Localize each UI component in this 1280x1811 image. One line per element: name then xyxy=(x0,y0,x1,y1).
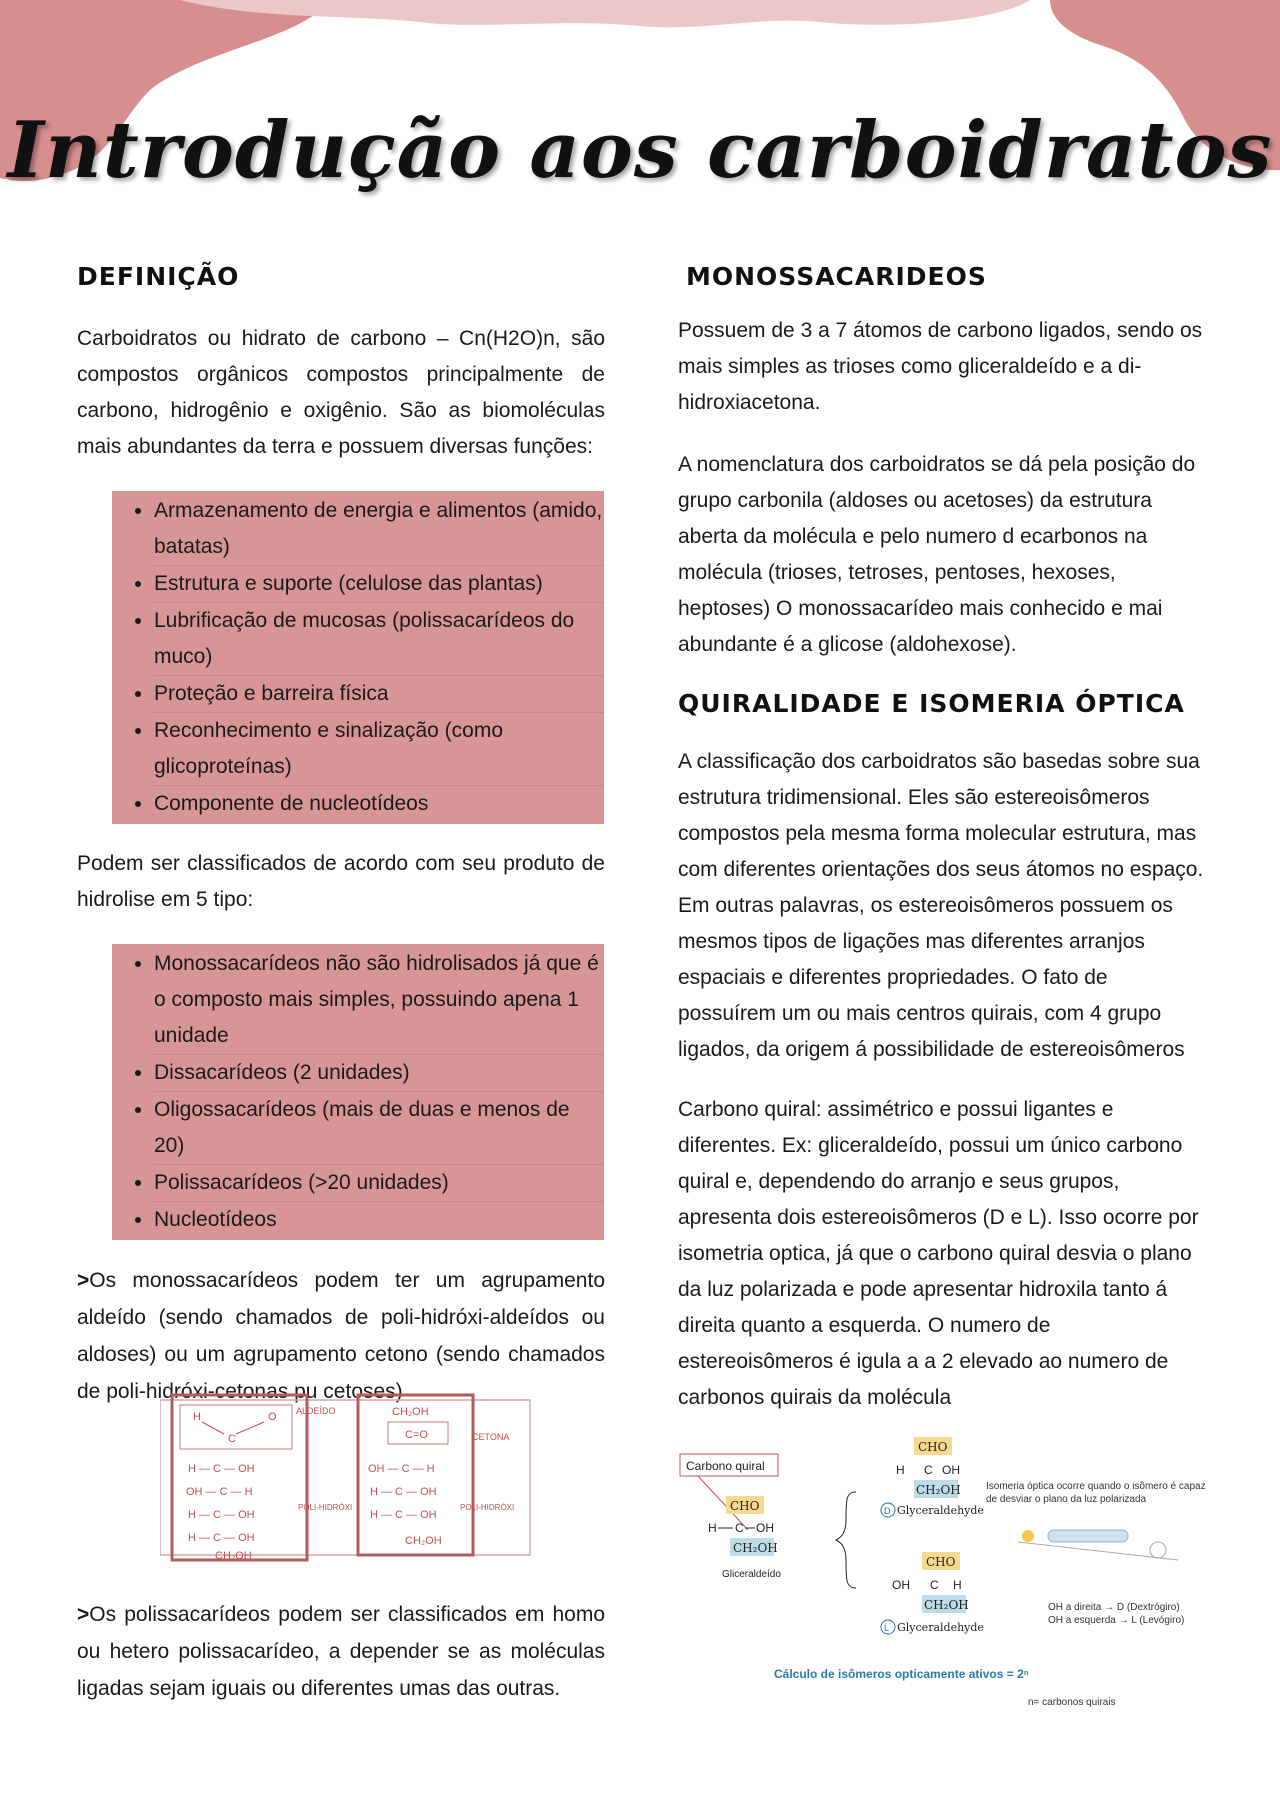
quiralidade-heading: QUIRALIDADE E ISOMERIA ÓPTICA xyxy=(678,689,1185,718)
tipos-list xyxy=(112,946,604,1238)
svg-text:H: H xyxy=(193,1411,201,1423)
svg-text:H — C — OH: H — C — OH xyxy=(188,1509,255,1521)
definicao-heading: DEFINIÇÃO xyxy=(77,262,240,291)
svg-text:Glyceraldehyde: Glyceraldehyde xyxy=(897,1621,984,1634)
svg-text:OH: OH xyxy=(942,1463,960,1477)
svg-text:C: C xyxy=(735,1521,744,1535)
svg-text:n= carbonos quirais: n= carbonos quirais xyxy=(1028,1697,1116,1708)
tipos-list-box xyxy=(112,944,604,1240)
isomeria-note: Isomeria óptica ocorre quando o isômero é capaz de desviar o plano da luz polarizada xyxy=(986,1481,1206,1505)
list-item: • Oligossacarídeos (mais de duas e menos de 20) xyxy=(154,1092,604,1165)
list-item: • Estrutura e suporte (celulose das plantas) xyxy=(154,566,604,603)
left-column xyxy=(77,262,605,1410)
svg-text:OH a direita → D (Dextrógiro): OH a direita → D (Dextrógiro) xyxy=(1048,1602,1180,1613)
svg-text:H — C — OH: H — C — OH xyxy=(188,1463,255,1475)
svg-text:Gliceraldeído: Gliceraldeído xyxy=(722,1569,781,1580)
list-item: • Proteção e barreira física xyxy=(154,676,604,713)
list-item: • Nucleotídeos xyxy=(154,1202,604,1238)
page-title: Introdução aos carboidratos xyxy=(7,105,1273,196)
list-item: • Reconhecimento e sinalização (como glicoproteínas) xyxy=(154,713,604,786)
svg-text:L: L xyxy=(884,1623,890,1633)
list-item: • Dissacarídeos (2 unidades) xyxy=(154,1055,604,1092)
right-column xyxy=(678,262,1208,1416)
svg-text:CH₂OH: CH₂OH xyxy=(392,1406,429,1418)
svg-text:CH₂OH: CH₂OH xyxy=(215,1550,252,1562)
arrow-icon: > xyxy=(77,1603,90,1626)
svg-text:CH₂OH: CH₂OH xyxy=(924,1598,969,1612)
svg-text:OH: OH xyxy=(756,1521,774,1535)
svg-text:CH₂OH: CH₂OH xyxy=(916,1483,961,1497)
svg-text:C: C xyxy=(924,1463,933,1477)
svg-text:CH₂OH: CH₂OH xyxy=(405,1535,442,1547)
list-item: • Componente de nucleotídeos xyxy=(154,786,604,822)
svg-text:OH a esquerda → L (Levógiro): OH a esquerda → L (Levógiro) xyxy=(1048,1615,1185,1626)
list-item: • Monossacarídeos não são hidrolisados já que é o composto mais simples, possuindo apena 1 unidade xyxy=(154,946,604,1055)
svg-text:C: C xyxy=(930,1578,939,1592)
list-item: • Polissacarídeos (>20 unidades) xyxy=(154,1165,604,1202)
svg-text:OH — C — H: OH — C — H xyxy=(186,1486,253,1498)
svg-text:OH — C — H: OH — C — H xyxy=(368,1463,435,1475)
svg-text:OH: OH xyxy=(892,1578,910,1592)
svg-text:CHO: CHO xyxy=(730,1499,760,1513)
svg-text:O: O xyxy=(268,1411,277,1423)
svg-text:CHO: CHO xyxy=(918,1440,948,1454)
cetose-box xyxy=(358,1395,473,1555)
quiralidade-p2: Carbono quiral: assimétrico e possui ligantes e diferentes. Ex: gliceraldeído, possui um único carbono quiral e, dependendo do arranjo e seus grupos, apresenta dois estereoisômeros (D e L). Isso ocorre por isometria optica, já que o carbono quiral desvia o plano da luz polarizada e pode apresentar hidroxila tanto á direita quanto a esquerda. O numero de estereoisômeros é igula a a 2 elevado ao numero de carbonos quirais da molécula xyxy=(678,1098,1199,1409)
svg-text:Cálculo de isômeros opticament: Cálculo de isômeros opticamente ativos = 2ⁿ xyxy=(774,1667,1029,1681)
svg-text:C=O: C=O xyxy=(405,1429,428,1441)
svg-text:H — C — OH: H — C — OH xyxy=(188,1532,255,1544)
list-item: • Armazenamento de energia e alimentos (amido, batatas) xyxy=(154,493,604,566)
polarimeter-icon xyxy=(1018,1530,1178,1560)
classificacao-text: Podem ser classificados de acordo com seu produto de hidrolise em 5 tipo: xyxy=(77,852,605,911)
svg-text:H: H xyxy=(708,1521,717,1535)
svg-text:H: H xyxy=(896,1463,905,1477)
definicao-text: Carboidratos ou hidrato de carbono – Cn(H2O)n, são compostos orgânicos compostos principalmente de carbono, hidrogênio e oxigênio. São as biomoléculas mais abundantes da terra e possuem diversas funções: xyxy=(77,327,605,458)
polissacarideos-text: >Os polissacarídeos podem ser classificados em homo ou hetero polissacarídeo, a depender se as moléculas ligadas sejam iguais ou diferentes umas das outras. xyxy=(77,1603,605,1700)
monossacarideos-p1: Possuem de 3 a 7 átomos de carbono ligados, sendo os mais simples as trioses como gliceraldeído e a di-hidroxiacetona. xyxy=(678,319,1203,414)
svg-text:Glyceraldehyde: Glyceraldehyde xyxy=(897,1504,984,1517)
svg-text:POLI-HIDRÓXI: POLI-HIDRÓXI xyxy=(460,1503,515,1512)
funcoes-list xyxy=(112,493,604,822)
svg-text:H — C — OH: H — C — OH xyxy=(370,1486,437,1498)
brace-icon xyxy=(836,1492,856,1588)
list-item: • Lubrificação de mucosas (polissacarídeos do muco) xyxy=(154,603,604,676)
svg-text:Carbono quiral: Carbono quiral xyxy=(686,1459,765,1473)
svg-text:CETONA: CETONA xyxy=(472,1432,510,1442)
svg-text:H: H xyxy=(953,1578,962,1592)
funcoes-list-box xyxy=(112,491,604,824)
arrow-icon: > xyxy=(77,1269,90,1292)
svg-text:D: D xyxy=(884,1506,891,1516)
svg-text:POLI-HIDRÓXI: POLI-HIDRÓXI xyxy=(298,1503,353,1512)
decor-blob-center xyxy=(180,0,1030,27)
gliceraldeido-figure xyxy=(678,1430,1208,1715)
svg-text:H — C — OH: H — C — OH xyxy=(370,1509,437,1521)
svg-text:C: C xyxy=(228,1433,236,1445)
svg-text:CH₂OH: CH₂OH xyxy=(733,1541,778,1555)
aldose-cetose-diagram xyxy=(160,1392,535,1567)
monossacarideos-text: >Os monossacarídeos podem ter um agrupamento aldeído (sendo chamados de poli-hidróxi-aldeídos ou aldoses) ou um agrupamento cetono (sendo chamados de poli-hidróxi-cetonas pu cetoses) xyxy=(77,1269,605,1403)
quiralidade-p1: A classificação dos carboidratos são basedas sobre sua estrutura tridimensional. Eles são estereoisômeros compostos pela mesma forma molecular estrutura, mas com diferentes orientações dos seus átomos no espaço. Em outras palavras, os estereoisômeros possuem os mesmos tipos de ligações mas diferentes arranjos espaciais e diferentes propriedades. O fato de possuírem um ou mais centros quirais, com 4 grupo ligados, da origem á possibilidade de estereoisômeros xyxy=(678,750,1204,1061)
monossacarideos-heading: MONOSSACARIDEOS xyxy=(686,262,987,291)
monossacarideos-p2: A nomenclatura dos carboidratos se dá pela posição do grupo carbonila (aldoses ou acetoses) da estrutura aberta da molécula e pelo numero d ecarbonos na molécula (trioses, tetroses, pentoses, hexoses, heptoses) O monossacarídeo mais conhecido e mai abundante é a glicose (aldohexose). xyxy=(678,453,1196,656)
svg-text:ALDEÍDO: ALDEÍDO xyxy=(296,1406,336,1416)
svg-text:CHO: CHO xyxy=(926,1555,956,1569)
